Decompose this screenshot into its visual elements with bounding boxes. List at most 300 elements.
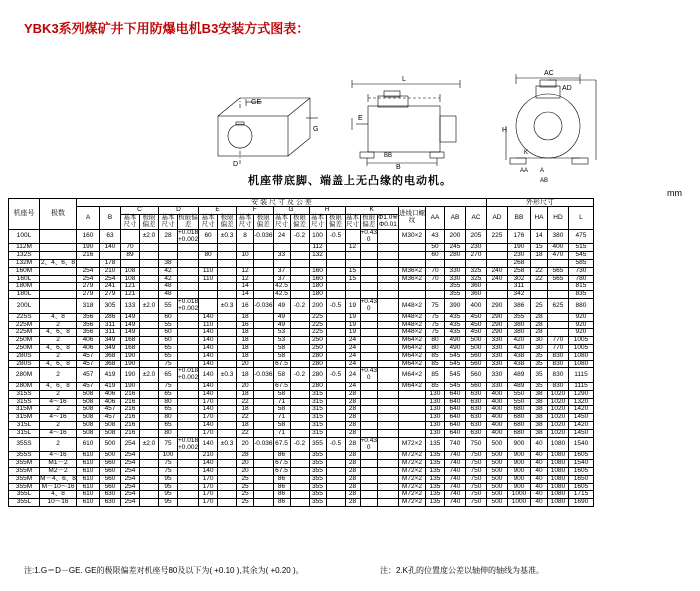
- K-cell: 24: [345, 383, 360, 391]
- D-cell: 65: [159, 406, 178, 414]
- AD-cell: 240: [486, 275, 507, 283]
- D-tol-cell: [178, 313, 199, 321]
- svg-text:AC: AC: [544, 70, 554, 77]
- E-cell: 170: [199, 414, 218, 422]
- G-cell: 71: [273, 414, 290, 422]
- H-cell: 225: [309, 313, 326, 321]
- K-cell: [345, 229, 360, 244]
- AA-cell: 135: [425, 452, 444, 460]
- AC-cell: 560: [465, 352, 486, 360]
- E-cell: 170: [199, 475, 218, 483]
- F-cell: 14: [237, 291, 254, 299]
- K-cell: 28: [345, 429, 360, 437]
- AC-cell: 360: [465, 283, 486, 291]
- col-K: K: [345, 207, 398, 215]
- HD-cell: 830: [547, 383, 568, 391]
- G-tol-cell: [290, 275, 309, 283]
- K-cell: 24: [345, 337, 360, 345]
- B-cell: 560: [100, 460, 121, 468]
- D-cell: [159, 244, 178, 252]
- G-tol-cell: [290, 398, 309, 406]
- AB-cell: 740: [444, 460, 465, 468]
- D-tol-cell: [178, 260, 199, 268]
- HA-cell: 40: [530, 452, 547, 460]
- HA-cell: 40: [530, 475, 547, 483]
- frame-cell: 355S: [9, 452, 40, 460]
- D-tol-cell: [178, 321, 199, 329]
- L-cell: 1005: [568, 337, 593, 345]
- E-tol-cell: [218, 313, 237, 321]
- AB-cell: 490: [444, 337, 465, 345]
- table-row: [9, 275, 594, 283]
- AB-cell: 200: [444, 229, 465, 244]
- E-tol-cell: [218, 267, 237, 275]
- E-tol-cell: [218, 467, 237, 475]
- thread-cell: M30×2: [398, 229, 425, 244]
- F-tol-cell: [254, 244, 273, 252]
- C-tol-cell: [140, 321, 159, 329]
- K-cell: 28: [345, 483, 360, 491]
- AB-cell: 640: [444, 390, 465, 398]
- C-cell: 168: [121, 344, 140, 352]
- B-cell: 406: [100, 398, 121, 406]
- A-cell: 356: [77, 313, 100, 321]
- E-cell: 140: [199, 368, 218, 383]
- K-pos-cell: [377, 329, 398, 337]
- E-tol-cell: [218, 406, 237, 414]
- K-cell: 15: [345, 275, 360, 283]
- F-cell: 12: [237, 275, 254, 283]
- L-cell: 1605: [568, 467, 593, 475]
- A-cell: 356: [77, 329, 100, 337]
- K-pos-cell: [377, 429, 398, 437]
- table-row: [9, 499, 594, 507]
- C-tol-cell: ±2.0: [140, 229, 159, 244]
- K-tol-cell: +0.43 0: [360, 228, 377, 243]
- D-tol-cell: +0.018 +0.002: [178, 367, 199, 382]
- AB-cell: 355: [444, 291, 465, 299]
- AA-cell: 80: [425, 337, 444, 345]
- K-pos-cell: [377, 467, 398, 475]
- HD-cell: 1080: [547, 475, 568, 483]
- E-tol-cell: [218, 491, 237, 499]
- G-cell: 58: [273, 352, 290, 360]
- D-cell: 95: [159, 483, 178, 491]
- BB-cell: 342: [507, 291, 530, 299]
- AB-cell: 330: [444, 267, 465, 275]
- C-tol-cell: [140, 360, 159, 368]
- L-cell: 1080: [568, 360, 593, 368]
- AD-cell: 330: [486, 360, 507, 368]
- AA-cell: 75: [425, 321, 444, 329]
- A-cell: 216: [77, 252, 100, 260]
- H-cell: 180: [309, 283, 326, 291]
- BB-cell: 550: [507, 398, 530, 406]
- B-cell: 178: [100, 260, 121, 268]
- thread-cell: [398, 291, 425, 299]
- D-tol-cell: [178, 414, 199, 422]
- F-cell: 25: [237, 499, 254, 507]
- table-row: [9, 491, 594, 499]
- E-cell: 140: [199, 437, 218, 452]
- HA-cell: 38: [530, 429, 547, 437]
- F-cell: 18: [237, 390, 254, 398]
- G-cell: 67.5: [273, 437, 290, 452]
- HA-cell: 35: [530, 360, 547, 368]
- table-row: [9, 244, 594, 252]
- A-cell: 406: [77, 337, 100, 345]
- K-tol-cell: [360, 460, 377, 468]
- G-tol-cell: [290, 429, 309, 437]
- H-tol-cell: [326, 475, 345, 483]
- svg-text:B: B: [396, 164, 401, 171]
- K-pos-cell: [377, 352, 398, 360]
- H-cell: 355: [309, 460, 326, 468]
- F-cell: 14: [237, 283, 254, 291]
- G-tol-cell: [290, 422, 309, 430]
- note-1: 注:1.G＝D－GE. GE的极限偏差对机座号80及以下为( +0.10 ),其余为( +0.20 )。: [24, 566, 304, 575]
- table-row: [9, 383, 594, 391]
- col-AD: AD: [486, 207, 507, 229]
- AB-cell: 740: [444, 437, 465, 452]
- poles-cell: 4、8: [40, 313, 77, 321]
- AD-cell: [486, 283, 507, 291]
- sub-E-basic: 基本尺寸: [199, 215, 218, 230]
- poles-cell: 4、6、8: [40, 329, 77, 337]
- L-cell: 1715: [568, 491, 593, 499]
- L-cell: 730: [568, 267, 593, 275]
- H-cell: 250: [309, 344, 326, 352]
- C-tol-cell: [140, 252, 159, 260]
- K-tol-cell: +0.43 0: [360, 436, 377, 451]
- K-pos-cell: [377, 390, 398, 398]
- K-pos-cell: [377, 291, 398, 299]
- G-cell: 86: [273, 475, 290, 483]
- K-tol-cell: [360, 491, 377, 499]
- table-row: [9, 291, 594, 299]
- G-tol-cell: [290, 475, 309, 483]
- G-tol-cell: [290, 337, 309, 345]
- H-tol-cell: -0.5: [326, 368, 345, 383]
- K-tol-cell: [360, 252, 377, 260]
- F-cell: 16: [237, 299, 254, 314]
- AC-cell: 560: [465, 360, 486, 368]
- L-cell: 1450: [568, 429, 593, 437]
- K-tol-cell: +0.43 0: [360, 298, 377, 312]
- AA-cell: 135: [425, 483, 444, 491]
- H-tol-cell: [326, 267, 345, 275]
- AC-cell: 750: [465, 460, 486, 468]
- G-cell: 67.5: [273, 383, 290, 391]
- thread-cell: M72×2: [398, 499, 425, 507]
- L-cell: 880: [568, 299, 593, 314]
- E-cell: 140: [199, 352, 218, 360]
- AC-cell: 560: [465, 368, 486, 383]
- AC-cell: 630: [465, 390, 486, 398]
- B-cell: 508: [100, 429, 121, 437]
- AA-cell: 85: [425, 352, 444, 360]
- AA-cell: 85: [425, 360, 444, 368]
- D-tol-cell: [178, 252, 199, 260]
- HA-cell: 38: [530, 390, 547, 398]
- C-cell: 70: [121, 244, 140, 252]
- BB-cell: 680: [507, 422, 530, 430]
- H-tol-cell: -0.5: [326, 437, 345, 452]
- HA-cell: 38: [530, 398, 547, 406]
- F-cell: 22: [237, 398, 254, 406]
- F-cell: 20: [237, 467, 254, 475]
- K-pos-cell: [377, 252, 398, 260]
- G-tol-cell: [290, 260, 309, 268]
- sub-H-basic: 基本尺寸: [311, 214, 324, 228]
- G-tol-cell: [290, 467, 309, 475]
- AC-cell: 230: [465, 244, 486, 252]
- AB-cell: 435: [444, 329, 465, 337]
- E-cell: 170: [199, 429, 218, 437]
- AD-cell: 330: [486, 352, 507, 360]
- G-tol-cell: [290, 360, 309, 368]
- K-cell: 28: [345, 414, 360, 422]
- C-cell: 216: [121, 422, 140, 430]
- AD-cell: 290: [486, 329, 507, 337]
- AB-cell: 390: [444, 299, 465, 314]
- A-cell: 610: [77, 499, 100, 507]
- BB-cell: 311: [507, 283, 530, 291]
- G-cell: 86: [273, 452, 290, 460]
- poles-cell: 4～16: [40, 414, 77, 422]
- poles-cell: 4、6、8: [40, 383, 77, 391]
- poles-cell: 4～16: [40, 429, 77, 437]
- K-pos-cell: [377, 267, 398, 275]
- B-cell: 560: [100, 475, 121, 483]
- frame-cell: 160M: [9, 267, 40, 275]
- HD-cell: 565: [547, 267, 568, 275]
- H-cell: 315: [309, 414, 326, 422]
- H-cell: 160: [309, 267, 326, 275]
- table-row: [9, 467, 594, 475]
- L-cell: 1320: [568, 398, 593, 406]
- K-tol-cell: [360, 406, 377, 414]
- E-tol-cell: [218, 483, 237, 491]
- AA-cell: 70: [425, 275, 444, 283]
- AD-cell: 240: [486, 267, 507, 275]
- BB-cell: 900: [507, 452, 530, 460]
- AC-cell: 750: [465, 437, 486, 452]
- F-tol-cell: [254, 452, 273, 460]
- H-tol-cell: [326, 422, 345, 430]
- C-tol-cell: [140, 414, 159, 422]
- K-cell: 28: [345, 422, 360, 430]
- L-cell: 1290: [568, 390, 593, 398]
- E-cell: [199, 283, 218, 291]
- K-pos-cell: [377, 299, 398, 314]
- C-tol-cell: [140, 422, 159, 430]
- C-cell: 149: [121, 313, 140, 321]
- F-tol-cell: [254, 390, 273, 398]
- col-E: E: [199, 207, 237, 215]
- G-tol-cell: [290, 313, 309, 321]
- frame-cell: 225M: [9, 329, 40, 337]
- K-cell: [345, 283, 360, 291]
- G-cell: 49: [273, 313, 290, 321]
- D-cell: 60: [159, 329, 178, 337]
- AA-cell: 75: [425, 313, 444, 321]
- H-tol-cell: [326, 467, 345, 475]
- C-tol-cell: [140, 244, 159, 252]
- AC-cell: 630: [465, 414, 486, 422]
- K-pos-cell: [377, 229, 398, 244]
- BB-cell: 900: [507, 483, 530, 491]
- K-cell: 28: [345, 406, 360, 414]
- HA-cell: 38: [530, 406, 547, 414]
- AD-cell: 400: [486, 422, 507, 430]
- G-cell: 58: [273, 390, 290, 398]
- poles-cell: 2: [40, 337, 77, 345]
- G-cell: 58: [273, 368, 290, 383]
- table-row: [9, 321, 594, 329]
- svg-text:GE: GE: [251, 99, 262, 106]
- E-cell: 170: [199, 499, 218, 507]
- D-tol-cell: +0.018 +0.002: [178, 298, 199, 312]
- col-D: D: [159, 207, 199, 215]
- B-cell: 305: [100, 299, 121, 314]
- G-cell: 67.5: [273, 467, 290, 475]
- AC-cell: 360: [465, 291, 486, 299]
- D-cell: 65: [159, 352, 178, 360]
- K-cell: [345, 252, 360, 260]
- F-tol-cell: -0.036: [254, 229, 273, 244]
- G-cell: 53: [273, 337, 290, 345]
- K-cell: 28: [345, 467, 360, 475]
- col-G: G: [273, 207, 309, 215]
- K-cell: 28: [345, 452, 360, 460]
- AD-cell: 330: [486, 344, 507, 352]
- frame-cell: 280S: [9, 360, 40, 368]
- AA-cell: 85: [425, 368, 444, 383]
- BB-cell: 420: [507, 344, 530, 352]
- HD-cell: 830: [547, 368, 568, 383]
- AB-cell: 435: [444, 313, 465, 321]
- K-pos-cell: [377, 452, 398, 460]
- C-tol-cell: ±2.0: [140, 437, 159, 452]
- AC-cell: 450: [465, 321, 486, 329]
- B-cell: 286: [100, 313, 121, 321]
- col-B: B: [100, 207, 121, 229]
- svg-text:E: E: [358, 115, 363, 122]
- F-cell: 20: [237, 460, 254, 468]
- frame-cell: 225S: [9, 313, 40, 321]
- col-frame: 机座号: [9, 199, 40, 230]
- dimensions-table: [8, 198, 594, 507]
- A-cell: 610: [77, 483, 100, 491]
- col-A: A: [77, 207, 100, 229]
- frame-cell: 355M: [9, 467, 40, 475]
- AA-cell: 135: [425, 475, 444, 483]
- G-tol-cell: [290, 344, 309, 352]
- F-cell: 18: [237, 337, 254, 345]
- table-row: [9, 329, 594, 337]
- F-tol-cell: [254, 252, 273, 260]
- H-tol-cell: [326, 244, 345, 252]
- H-tol-cell: [326, 275, 345, 283]
- C-cell: [121, 229, 140, 244]
- L-cell: 1540: [568, 437, 593, 452]
- L-cell: 515: [568, 244, 593, 252]
- thread-cell: M36×2: [398, 275, 425, 283]
- C-tol-cell: [140, 398, 159, 406]
- K-pos-cell: [377, 337, 398, 345]
- E-cell: 140: [199, 406, 218, 414]
- L-cell: 1080: [568, 352, 593, 360]
- F-tol-cell: [254, 283, 273, 291]
- F-tol-cell: [254, 398, 273, 406]
- H-cell: 315: [309, 406, 326, 414]
- F-cell: 25: [237, 475, 254, 483]
- E-tol-cell: [218, 390, 237, 398]
- AA-cell: 85: [425, 383, 444, 391]
- C-cell: 254: [121, 491, 140, 499]
- poles-cell: [40, 267, 77, 275]
- K-pos-cell: [377, 406, 398, 414]
- C-cell: 133: [121, 299, 140, 314]
- BB-cell: 900: [507, 467, 530, 475]
- table-row: [9, 267, 594, 275]
- L-cell: 1420: [568, 422, 593, 430]
- sub-F-basic: 基本尺寸: [238, 214, 252, 228]
- A-cell: 610: [77, 491, 100, 499]
- D-cell: 60: [159, 337, 178, 345]
- H-tol-cell: [326, 283, 345, 291]
- HD-cell: 1020: [547, 398, 568, 406]
- C-tol-cell: [140, 291, 159, 299]
- HD-cell: 470: [547, 252, 568, 260]
- G-tol-cell: [290, 283, 309, 291]
- E-tol-cell: [218, 321, 237, 329]
- AA-cell: 43: [425, 229, 444, 244]
- page-title: YBK3系列煤矿井下用防爆电机B3安装方式图表：: [24, 21, 310, 36]
- frame-cell: 160L: [9, 275, 40, 283]
- E-tol-cell: [218, 337, 237, 345]
- E-cell: 110: [199, 275, 218, 283]
- D-tol-cell: [178, 329, 199, 337]
- D-tol-cell: [178, 283, 199, 291]
- AA-cell: 75: [425, 329, 444, 337]
- AD-cell: 225: [486, 229, 507, 244]
- L-cell: 815: [568, 283, 593, 291]
- D-cell: 42: [159, 267, 178, 275]
- F-tol-cell: [254, 360, 273, 368]
- F-cell: 22: [237, 414, 254, 422]
- D-tol-cell: [178, 406, 199, 414]
- K-cell: 28: [345, 390, 360, 398]
- E-cell: 210: [199, 452, 218, 460]
- K-cell: 12: [345, 244, 360, 252]
- col-poles: 极数: [40, 199, 77, 230]
- E-tol-cell: [218, 414, 237, 422]
- H-cell: 355: [309, 475, 326, 483]
- H-tol-cell: [326, 321, 345, 329]
- HA-cell: [530, 291, 547, 299]
- C-cell: 149: [121, 321, 140, 329]
- L-cell: 920: [568, 321, 593, 329]
- H-tol-cell: [326, 429, 345, 437]
- C-cell: 254: [121, 483, 140, 491]
- AD-cell: 500: [486, 452, 507, 460]
- B-cell: 419: [100, 368, 121, 383]
- H-tol-cell: [326, 460, 345, 468]
- AB-cell: 280: [444, 252, 465, 260]
- BB-cell: 1000: [507, 499, 530, 507]
